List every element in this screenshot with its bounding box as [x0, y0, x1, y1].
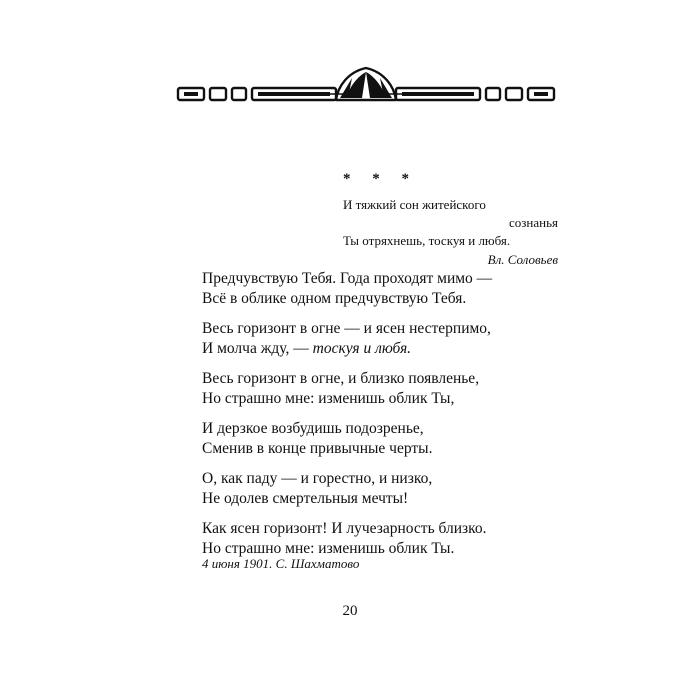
poem-line: Всё в облике одном предчувствую Тебя.	[202, 289, 467, 307]
poem-line: Предчувствую Тебя. Года проходят мимо —	[202, 270, 493, 287]
poem-line: Сменив в конце привычные черты.	[202, 439, 433, 457]
poem-line: Как ясен горизонт! И лучезарность близко.	[202, 520, 487, 537]
poem-line: Весь горизонт в огне, и близко появленье,	[202, 370, 480, 387]
poem-line: О, как паду — и горестно, и низко,	[202, 470, 433, 487]
poem-line: И дерзкое возбудишь подозренье,	[202, 420, 424, 437]
stanza	[202, 269, 492, 308]
epigraph-author: Вл. Соловьев	[487, 252, 558, 267]
stanza	[202, 519, 492, 558]
poem-line-start: И молча жду, —	[202, 339, 313, 357]
poem-line: Но страшно мне: изменишь облик Ты.	[202, 539, 455, 557]
poem-line: Не одолев смертельныя мечты!	[202, 489, 409, 507]
stanza	[202, 319, 492, 358]
epigraph-line: сознанья	[509, 215, 558, 230]
art-nouveau-divider-ornament-icon	[176, 64, 556, 110]
stanza	[202, 469, 492, 508]
epigraph-line: И тяжкий сон житейского	[343, 197, 486, 212]
stanza	[202, 419, 492, 458]
poem-body	[202, 269, 492, 569]
stanza	[202, 369, 492, 408]
poem-line: Весь горизонт в огне — и ясен нестерпимо,	[202, 320, 491, 337]
poem-dateline: 4 июня 1901. С. Шахматово	[202, 556, 360, 571]
section-separator-stars: * * *	[343, 171, 418, 187]
epigraph	[343, 196, 558, 269]
poem-line	[202, 339, 492, 359]
epigraph-line: Ты отряхнешь, тоскуя и любя.	[343, 233, 511, 248]
poem-line: Но страшно мне: изменишь облик Ты,	[202, 389, 455, 407]
poem-line-italic: тоскуя и любя.	[312, 339, 412, 357]
page-number: 20	[342, 603, 358, 619]
